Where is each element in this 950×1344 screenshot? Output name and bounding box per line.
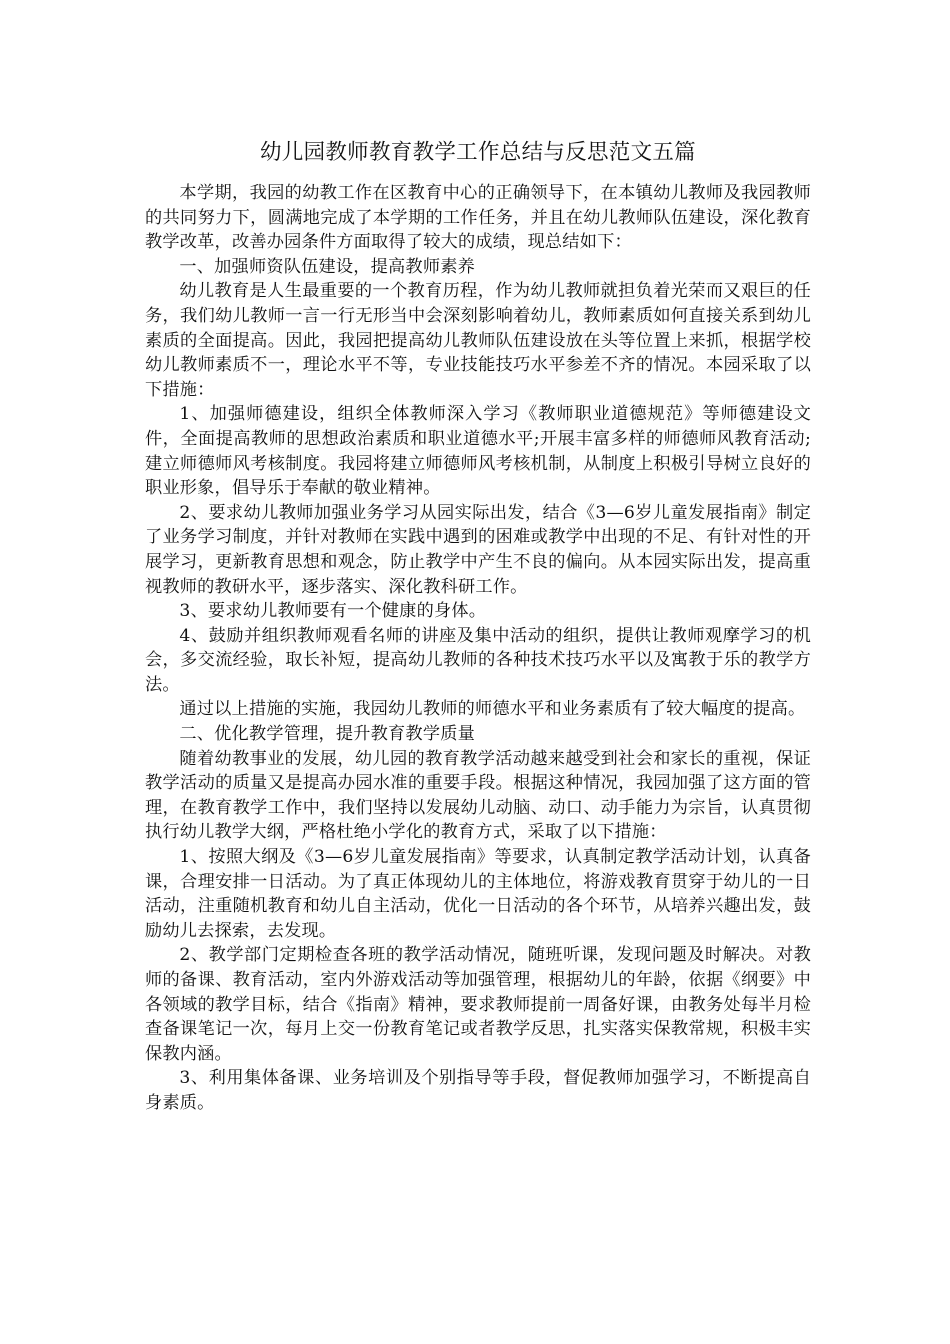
document-page [145,135,811,1116]
list-item: 3、利用集体备课、业务培训及个别指导等手段，督促教师加强学习，不断提高自身素质。 [145,1068,811,1113]
section-heading: 一、加强师资队伍建设，提高教师素养 [179,256,475,277]
document-title: 幼儿园教师教育教学工作总结与反思范文五篇 [259,140,696,165]
body-paragraph: 幼儿教育是人生最重要的一个教育历程，作为幼儿教师就担负着光荣而又艰巨的任务，我们幼儿教师一言一行无形当中会深刻影响着幼儿，教师素质如何直接关系到幼儿素质的全面提高。因此，我园把提高幼儿教师队伍建设放在头等位置上来抓，根据学校幼儿教师素质不一，理论水平不等，专业技能技巧水平参差不齐的情况。本园采取了以下措施： [145,281,811,400]
list-item: 2、要求幼儿教师加强业务学习从园实际出发，结合《3—6岁儿童发展指南》制定了业务学习制度，并针对教师在实践中遇到的困难或教学中出现的不足、有针对性的开展学习，更新教育思想和观念，防止教学中产生不良的偏向。从本园实际出发，提高重视教师的教研水平，逐步落实、深化教科研工作。 [145,502,811,597]
list-item: 4、鼓励并组织教师观看名师的讲座及集中活动的组织，提供让教师观摩学习的机会，多交流经验，取长补短，提高幼儿教师的各种技术技巧水平以及寓教于乐的教学方法。 [145,625,811,695]
intro-paragraph: 本学期，我园的幼教工作在区教育中心的正确领导下，在本镇幼儿教师及我园教师的共同努力下，圆满地完成了本学期的工作任务，并且在幼儿教师队伍建设，深化教育教学改革，改善办园条件方面取得了较大的成绩，现总结如下： [145,183,811,253]
list-item: 1、加强师德建设，组织全体教师深入学习《教师职业道德规范》等师德建设文件，全面提高教师的思想政治素质和职业道德水平;开展丰富多样的师德师风教育活动;建立师德师风考核制度。我园将建立师德师风考核机制，从制度上积极引导树立良好的职业形象，倡导乐于奉献的敬业精神。 [145,404,811,499]
section-heading: 二、优化教学管理，提升教育教学质量 [179,724,475,745]
body-paragraph: 通过以上措施的实施，我园幼儿教师的师德水平和业务素质有了较大幅度的提高。 [179,699,806,720]
body-paragraph: 随着幼教事业的发展，幼儿园的教育教学活动越来越受到社会和家长的重视，保证教学活动的质量又是提高办园水准的重要手段。根据这种情况，我园加强了这方面的管理，在教育教学工作中，我们坚持以发展幼儿动脑、动口、动手能力为宗旨，认真贯彻执行幼儿教学大纲，严格杜绝小学化的教育方式，采取了以下措施： [145,748,811,843]
list-item: 1、按照大纲及《3—6岁儿童发展指南》等要求，认真制定教学活动计划，认真备课，合理安排一日活动。为了真正体现幼儿的主体地位，将游戏教育贯穿于幼儿的一日活动，注重随机教育和幼儿自主活动，优化一日活动的各个环节，从培养兴趣出发，鼓励幼儿去探索，去发现。 [145,847,811,941]
list-item: 2、教学部门定期检查各班的教学活动情况，随班听课，发现问题及时解决。对教师的备课、教育活动，室内外游戏活动等加强管理，根据幼儿的年龄，依据《纲要》中各领域的教学目标，结合《指南》精神，要求教师提前一周备好课，由教务处每半月检查备课笔记一次，每月上交一份教育笔记或者教学反思，扎实落实保教常规，积极丰实保教内涵。 [145,945,811,1064]
list-item: 3、要求幼儿教师要有一个健康的身体。 [179,601,487,622]
